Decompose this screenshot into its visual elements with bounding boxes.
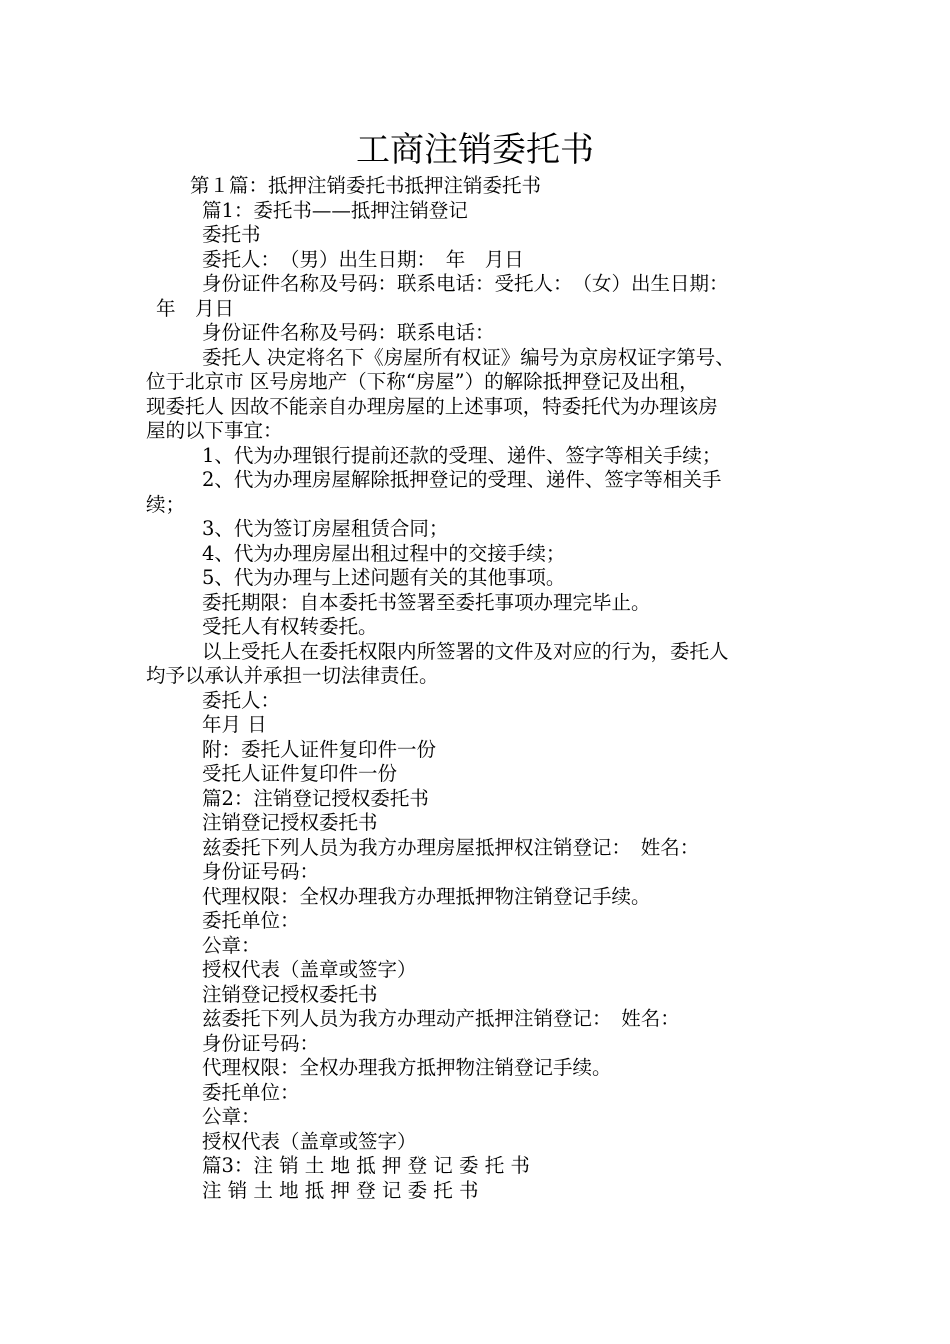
paragraph-line: 屋的以下事宜： xyxy=(146,419,283,442)
paragraph-line: 注 销 土 地 抵 押 登 记 委 托 书 xyxy=(202,1178,479,1202)
paragraph-line: 授权代表（盖章或签字） xyxy=(202,1129,417,1153)
paragraph-line: 位于北京市 区号房地产（下称“房屋”）的解除抵押登记及出租， xyxy=(146,370,699,393)
attachment-note: 受托人证件复印件一份 xyxy=(202,762,398,785)
paragraph-line: 受托人有权转委托。 xyxy=(202,615,378,638)
paragraph-line: 委托单位： xyxy=(202,1080,300,1104)
paragraph-line: 兹委托下列人员为我方办理房屋抵押权注销登记： 姓名： xyxy=(202,835,700,859)
list-item: 5、代为办理与上述问题有关的其他事项。 xyxy=(202,566,566,589)
paragraph-line: 委托人 决定将名下《房屋所有权证》编号为京房权证字第号、 xyxy=(202,345,735,369)
paragraph-line: 公章： xyxy=(202,1105,261,1128)
paragraph-line: 委托书 xyxy=(202,223,261,246)
paragraph-line: 身份证件名称及号码：联系电话：受托人： （女）出生日期： xyxy=(202,272,729,295)
chapter-heading: 篇3：注 销 土 地 抵 押 登 记 委 托 书 xyxy=(202,1154,530,1177)
paragraph-line: 以上受托人在委托权限内所签署的文件及对应的行为，委托人 xyxy=(202,639,729,663)
paragraph-line: 代理权限：全权办理我方抵押物注销登记手续。 xyxy=(202,1056,612,1079)
paragraph-line: 身份证件名称及号码：联系电话： xyxy=(202,321,495,344)
list-item: 2、代为办理房屋解除抵押登记的受理、递件、签字等相关手 xyxy=(202,468,722,491)
paragraph-line: 续； xyxy=(146,492,186,516)
document-body xyxy=(146,174,821,1203)
section-heading: 第１篇：抵押注销委托书抵押注销委托书 xyxy=(190,174,542,197)
paragraph-line: 兹委托下列人员为我方办理动产抵押注销登记： 姓名： xyxy=(202,1007,680,1030)
paragraph-line: 现委托人 因故不能亲自办理房屋的上述事项，特委托代为办理该房 xyxy=(146,394,718,418)
chapter-heading: 篇2：注销登记授权委托书 xyxy=(202,786,429,810)
list-item: 4、代为办理房屋出租过程中的交接手续； xyxy=(202,541,566,565)
paragraph-line: 委托期限：自本委托书签署至委托事项办理完毕止。 xyxy=(202,590,651,614)
paragraph-line: 公章： xyxy=(202,933,261,957)
list-item: 1、代为办理银行提前还款的受理、递件、签字等相关手续； xyxy=(202,443,722,467)
paragraph-line: 委托人： （男）出生日期： 年 月日 xyxy=(202,247,524,271)
document-title: 工商注销委托书 xyxy=(356,130,594,170)
list-item: 3、代为签订房屋租赁合同； xyxy=(202,517,449,540)
paragraph-line: 授权代表（盖章或签字） xyxy=(202,958,417,981)
signature-label: 委托人： xyxy=(202,688,281,712)
paragraph-line: 注销登记授权委托书 xyxy=(202,982,378,1006)
paragraph-line: 代理权限：全权办理我方办理抵押物注销登记手续。 xyxy=(202,884,651,908)
paragraph-line: 身份证号码： xyxy=(202,860,320,883)
paragraph-line: 身份证号码： xyxy=(202,1031,320,1055)
paragraph-line: 委托单位： xyxy=(202,909,300,932)
paragraph-line: 注销登记授权委托书 xyxy=(202,811,378,834)
date-label: 年月 日 xyxy=(202,713,267,736)
attachment-note: 附：委托人证件复印件一份 xyxy=(202,737,437,761)
paragraph-line: 均予以承认并承担一切法律责任。 xyxy=(146,664,439,687)
paragraph-line: 年 月日 xyxy=(156,296,235,320)
chapter-heading: 篇1：委托书——抵押注销登记 xyxy=(202,198,468,222)
